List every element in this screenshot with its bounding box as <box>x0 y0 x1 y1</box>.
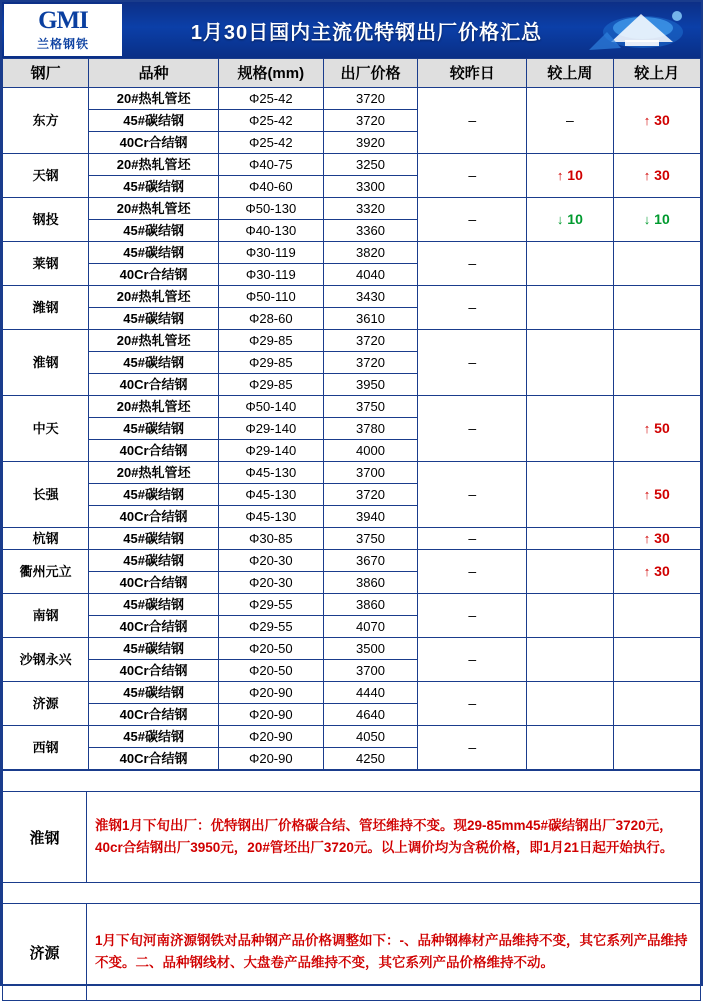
change-flat: – <box>468 211 477 227</box>
cell-vs-lastmonth <box>613 88 700 154</box>
table-row <box>3 594 701 616</box>
cell-variety: 20#热轧管坯 <box>89 396 219 418</box>
cell-spec: Φ29-140 <box>218 440 323 462</box>
cell-variety: 45#碳结钢 <box>89 484 219 506</box>
cell-price: 3360 <box>323 220 418 242</box>
cell-vs-lastmonth <box>613 550 700 594</box>
cell-vs-yesterday <box>418 198 527 242</box>
cell-spec: Φ20-90 <box>218 682 323 704</box>
cell-spec: Φ50-130 <box>218 198 323 220</box>
cell-vs-yesterday <box>418 638 527 682</box>
cell-variety: 45#碳结钢 <box>89 594 219 616</box>
cell-price: 3320 <box>323 198 418 220</box>
change-flat: – <box>468 486 477 502</box>
cell-variety: 40Cr合结钢 <box>89 572 219 594</box>
cell-vs-lastmonth <box>613 462 700 528</box>
change-flat: – <box>468 299 477 315</box>
cell-vs-lastmonth <box>613 638 700 682</box>
change-down: ↓ 10 <box>556 211 583 227</box>
notes-spacer-cell <box>3 771 701 792</box>
arrow-up-icon: ↑ <box>643 531 651 546</box>
cell-vs-lastmonth <box>613 330 700 396</box>
cell-variety: 40Cr合结钢 <box>89 440 219 462</box>
cell-spec: Φ45-130 <box>218 506 323 528</box>
cell-vs-yesterday <box>418 286 527 330</box>
cell-variety: 40Cr合结钢 <box>89 506 219 528</box>
col-vs-lastweek: 较上周 <box>527 59 613 88</box>
col-price: 出厂价格 <box>323 59 418 88</box>
col-vs-yesterday: 较昨日 <box>418 59 527 88</box>
change-flat: – <box>468 112 477 128</box>
cell-spec: Φ40-130 <box>218 220 323 242</box>
cell-variety: 45#碳结钢 <box>89 418 219 440</box>
cell-mill: 沙钢永兴 <box>3 638 89 682</box>
cell-vs-lastweek <box>527 528 613 550</box>
cell-mill: 西钢 <box>3 726 89 770</box>
arrow-up-icon: ↑ <box>643 113 651 128</box>
change-flat: – <box>468 167 477 183</box>
cell-variety: 45#碳结钢 <box>89 550 219 572</box>
change-up: ↑ 30 <box>643 112 670 128</box>
cell-vs-lastmonth <box>613 286 700 330</box>
cell-vs-yesterday <box>418 462 527 528</box>
col-variety: 品种 <box>89 59 219 88</box>
cell-price: 3720 <box>323 330 418 352</box>
change-flat: – <box>468 530 477 546</box>
cell-spec: Φ29-55 <box>218 594 323 616</box>
cell-price: 3700 <box>323 462 418 484</box>
cell-variety: 45#碳结钢 <box>89 308 219 330</box>
cell-price: 3500 <box>323 638 418 660</box>
cell-price: 4640 <box>323 704 418 726</box>
note-text: 淮钢1月下旬出厂：优特钢出厂价格碳合结、管坯维持不变。现29-85mm45#碳结钢出厂3720元，40cr合结钢出厂3950元，20#管坯出厂3720元。以上调价均为含税价格，即1月21日起开始执行。 <box>87 792 701 883</box>
change-flat: – <box>468 255 477 271</box>
cell-variety: 45#碳结钢 <box>89 528 219 550</box>
cell-mill: 东方 <box>3 88 89 154</box>
table-row <box>3 88 701 110</box>
cell-spec: Φ20-50 <box>218 660 323 682</box>
cell-spec: Φ20-30 <box>218 572 323 594</box>
table-row <box>3 682 701 704</box>
cell-variety: 45#碳结钢 <box>89 682 219 704</box>
table-row <box>3 396 701 418</box>
cell-spec: Φ20-90 <box>218 704 323 726</box>
cell-price: 3610 <box>323 308 418 330</box>
cell-mill: 淮钢 <box>3 330 89 396</box>
change-down: ↓ 10 <box>643 211 670 227</box>
note-mill: 济源 <box>3 904 87 1001</box>
cell-variety: 45#碳结钢 <box>89 176 219 198</box>
cell-spec: Φ20-50 <box>218 638 323 660</box>
cell-price: 4250 <box>323 748 418 770</box>
note-text: 1月下旬河南济源钢铁对品种钢产品价格调整如下：-、品种钢棒材产品维持不变，其它系列产品维持不变。二、品种钢线材、大盘卷产品维持不变，其它系列产品价格维持不动。 <box>87 904 701 1001</box>
change-up: ↑ 50 <box>643 420 670 436</box>
cell-variety: 40Cr合结钢 <box>89 748 219 770</box>
cell-vs-lastmonth <box>613 198 700 242</box>
cell-spec: Φ45-130 <box>218 484 323 506</box>
cell-vs-lastweek <box>527 396 613 462</box>
cell-vs-yesterday <box>418 330 527 396</box>
arrow-up-icon: ↑ <box>556 168 564 183</box>
change-up: ↑ 30 <box>643 167 670 183</box>
cell-spec: Φ50-110 <box>218 286 323 308</box>
arrow-up-icon: ↑ <box>643 487 651 502</box>
cell-mill: 天钢 <box>3 154 89 198</box>
arrow-up-icon: ↑ <box>643 421 651 436</box>
logo <box>4 4 122 56</box>
cell-vs-lastweek <box>527 682 613 726</box>
cell-vs-lastweek <box>527 286 613 330</box>
cell-price: 4050 <box>323 726 418 748</box>
cell-variety: 45#碳结钢 <box>89 638 219 660</box>
cell-variety: 40Cr合结钢 <box>89 704 219 726</box>
arrow-up-icon: ↑ <box>643 168 651 183</box>
cell-spec: Φ29-85 <box>218 330 323 352</box>
change-flat: – <box>468 420 477 436</box>
cell-spec: Φ28-60 <box>218 308 323 330</box>
arrow-up-icon: ↑ <box>643 564 651 579</box>
cell-price: 3720 <box>323 88 418 110</box>
cell-price: 4000 <box>323 440 418 462</box>
notes-spacer <box>3 883 701 904</box>
table-row <box>3 154 701 176</box>
cell-vs-yesterday <box>418 682 527 726</box>
cell-variety: 40Cr合结钢 <box>89 264 219 286</box>
cell-mill: 衢州元立 <box>3 550 89 594</box>
cell-spec: Φ20-30 <box>218 550 323 572</box>
cell-variety: 20#热轧管坯 <box>89 198 219 220</box>
cell-variety: 45#碳结钢 <box>89 242 219 264</box>
cell-mill: 杭钢 <box>3 528 89 550</box>
cell-spec: Φ29-85 <box>218 352 323 374</box>
cell-spec: Φ20-90 <box>218 748 323 770</box>
cell-variety: 40Cr合结钢 <box>89 616 219 638</box>
cell-vs-lastweek <box>527 198 613 242</box>
cell-vs-lastweek <box>527 242 613 286</box>
cell-vs-lastweek <box>527 594 613 638</box>
cell-vs-lastweek <box>527 550 613 594</box>
cell-price: 3950 <box>323 374 418 396</box>
cell-variety: 40Cr合结钢 <box>89 374 219 396</box>
logo-mark-text: GMI <box>38 7 88 34</box>
cell-mill: 潍钢 <box>3 286 89 330</box>
cell-spec: Φ40-75 <box>218 154 323 176</box>
page-title: 1月30日国内主流优特钢出厂价格汇总 <box>190 21 543 44</box>
cell-price: 3720 <box>323 484 418 506</box>
note-mill: 淮钢 <box>3 792 87 883</box>
cell-price: 4440 <box>323 682 418 704</box>
table-header-row <box>3 59 701 88</box>
cell-price: 3780 <box>323 418 418 440</box>
cell-price: 3750 <box>323 528 418 550</box>
cell-mill: 钢投 <box>3 198 89 242</box>
cell-vs-lastweek <box>527 88 613 154</box>
cell-vs-lastweek <box>527 154 613 198</box>
cell-price: 3860 <box>323 572 418 594</box>
cell-vs-lastweek <box>527 638 613 682</box>
cell-variety: 20#热轧管坯 <box>89 154 219 176</box>
cell-vs-yesterday <box>418 528 527 550</box>
cell-spec: Φ40-60 <box>218 176 323 198</box>
cell-price: 3920 <box>323 132 418 154</box>
cell-variety: 20#热轧管坯 <box>89 88 219 110</box>
logo-text: 兰格钢铁 <box>36 37 89 51</box>
cell-price: 3250 <box>323 154 418 176</box>
cell-vs-yesterday <box>418 154 527 198</box>
cell-variety: 45#碳结钢 <box>89 352 219 374</box>
cell-mill: 莱钢 <box>3 242 89 286</box>
cell-spec: Φ29-55 <box>218 616 323 638</box>
cell-vs-yesterday <box>418 242 527 286</box>
cell-price: 3860 <box>323 594 418 616</box>
cell-spec: Φ20-90 <box>218 726 323 748</box>
table-row <box>3 638 701 660</box>
cell-vs-lastweek <box>527 330 613 396</box>
cell-variety: 40Cr合结钢 <box>89 660 219 682</box>
price-table <box>2 58 701 770</box>
cell-vs-yesterday <box>418 594 527 638</box>
cell-price: 3820 <box>323 242 418 264</box>
cell-vs-lastmonth <box>613 396 700 462</box>
cell-price: 3670 <box>323 550 418 572</box>
cell-spec: Φ45-130 <box>218 462 323 484</box>
logo-mark <box>38 8 88 33</box>
cell-price: 3720 <box>323 352 418 374</box>
cell-spec: Φ50-140 <box>218 396 323 418</box>
cell-spec: Φ25-42 <box>218 132 323 154</box>
cell-vs-lastweek <box>527 726 613 770</box>
cell-mill: 济源 <box>3 682 89 726</box>
cell-vs-yesterday <box>418 396 527 462</box>
cell-price: 3940 <box>323 506 418 528</box>
change-up: ↑ 10 <box>556 167 583 183</box>
cell-vs-lastweek <box>527 462 613 528</box>
table-body <box>3 88 701 770</box>
cell-price: 3750 <box>323 396 418 418</box>
cell-price: 4040 <box>323 264 418 286</box>
change-up: ↑ 30 <box>643 530 670 546</box>
notes-spacer <box>3 771 701 792</box>
change-flat: – <box>468 739 477 755</box>
cell-spec: Φ29-140 <box>218 418 323 440</box>
note-row <box>3 792 701 883</box>
table-header <box>3 59 701 88</box>
cell-variety: 20#热轧管坯 <box>89 462 219 484</box>
cell-vs-yesterday <box>418 88 527 154</box>
cell-spec: Φ25-42 <box>218 110 323 132</box>
arrow-down-icon: ↓ <box>556 212 564 227</box>
cell-mill: 南钢 <box>3 594 89 638</box>
cell-price: 4070 <box>323 616 418 638</box>
table-row <box>3 242 701 264</box>
col-mill: 钢厂 <box>3 59 89 88</box>
change-flat: – <box>468 607 477 623</box>
cell-variety: 40Cr合结钢 <box>89 132 219 154</box>
cell-vs-lastmonth <box>613 154 700 198</box>
col-spec: 规格(mm) <box>218 59 323 88</box>
table-row <box>3 726 701 748</box>
cell-vs-lastmonth <box>613 528 700 550</box>
cell-spec: Φ30-85 <box>218 528 323 550</box>
cell-vs-lastmonth <box>613 726 700 770</box>
cell-variety: 20#热轧管坯 <box>89 286 219 308</box>
table-row <box>3 198 701 220</box>
table-row <box>3 528 701 550</box>
table-row <box>3 286 701 308</box>
cell-variety: 20#热轧管坯 <box>89 330 219 352</box>
change-up: ↑ 30 <box>643 563 670 579</box>
cell-price: 3300 <box>323 176 418 198</box>
cell-vs-yesterday <box>418 726 527 770</box>
col-vs-lastmonth: 较上月 <box>613 59 700 88</box>
cell-variety: 45#碳结钢 <box>89 220 219 242</box>
cell-vs-lastmonth <box>613 682 700 726</box>
arrow-down-icon: ↓ <box>643 212 651 227</box>
cell-mill: 中天 <box>3 396 89 462</box>
change-flat: – <box>468 695 477 711</box>
banner-decoration-icon <box>581 2 701 58</box>
cell-price: 3700 <box>323 660 418 682</box>
cell-vs-yesterday <box>418 550 527 594</box>
change-flat: – <box>468 354 477 370</box>
notes-body <box>3 771 701 1001</box>
change-flat: – <box>468 651 477 667</box>
cell-mill: 长强 <box>3 462 89 528</box>
cell-vs-lastmonth <box>613 594 700 638</box>
change-flat: – <box>468 563 477 579</box>
cell-spec: Φ25-42 <box>218 88 323 110</box>
cell-price: 3430 <box>323 286 418 308</box>
cell-variety: 45#碳结钢 <box>89 726 219 748</box>
cell-spec: Φ30-119 <box>218 242 323 264</box>
cell-spec: Φ30-119 <box>218 264 323 286</box>
table-row <box>3 550 701 572</box>
cell-variety: 45#碳结钢 <box>89 110 219 132</box>
change-up: ↑ 50 <box>643 486 670 502</box>
notes-table <box>2 770 701 1001</box>
cell-spec: Φ29-85 <box>218 374 323 396</box>
cell-vs-lastmonth <box>613 242 700 286</box>
notes-spacer-cell <box>3 883 701 904</box>
change-flat: – <box>565 112 574 128</box>
header-banner <box>2 2 701 58</box>
cell-price: 3720 <box>323 110 418 132</box>
table-row <box>3 330 701 352</box>
table-row <box>3 462 701 484</box>
